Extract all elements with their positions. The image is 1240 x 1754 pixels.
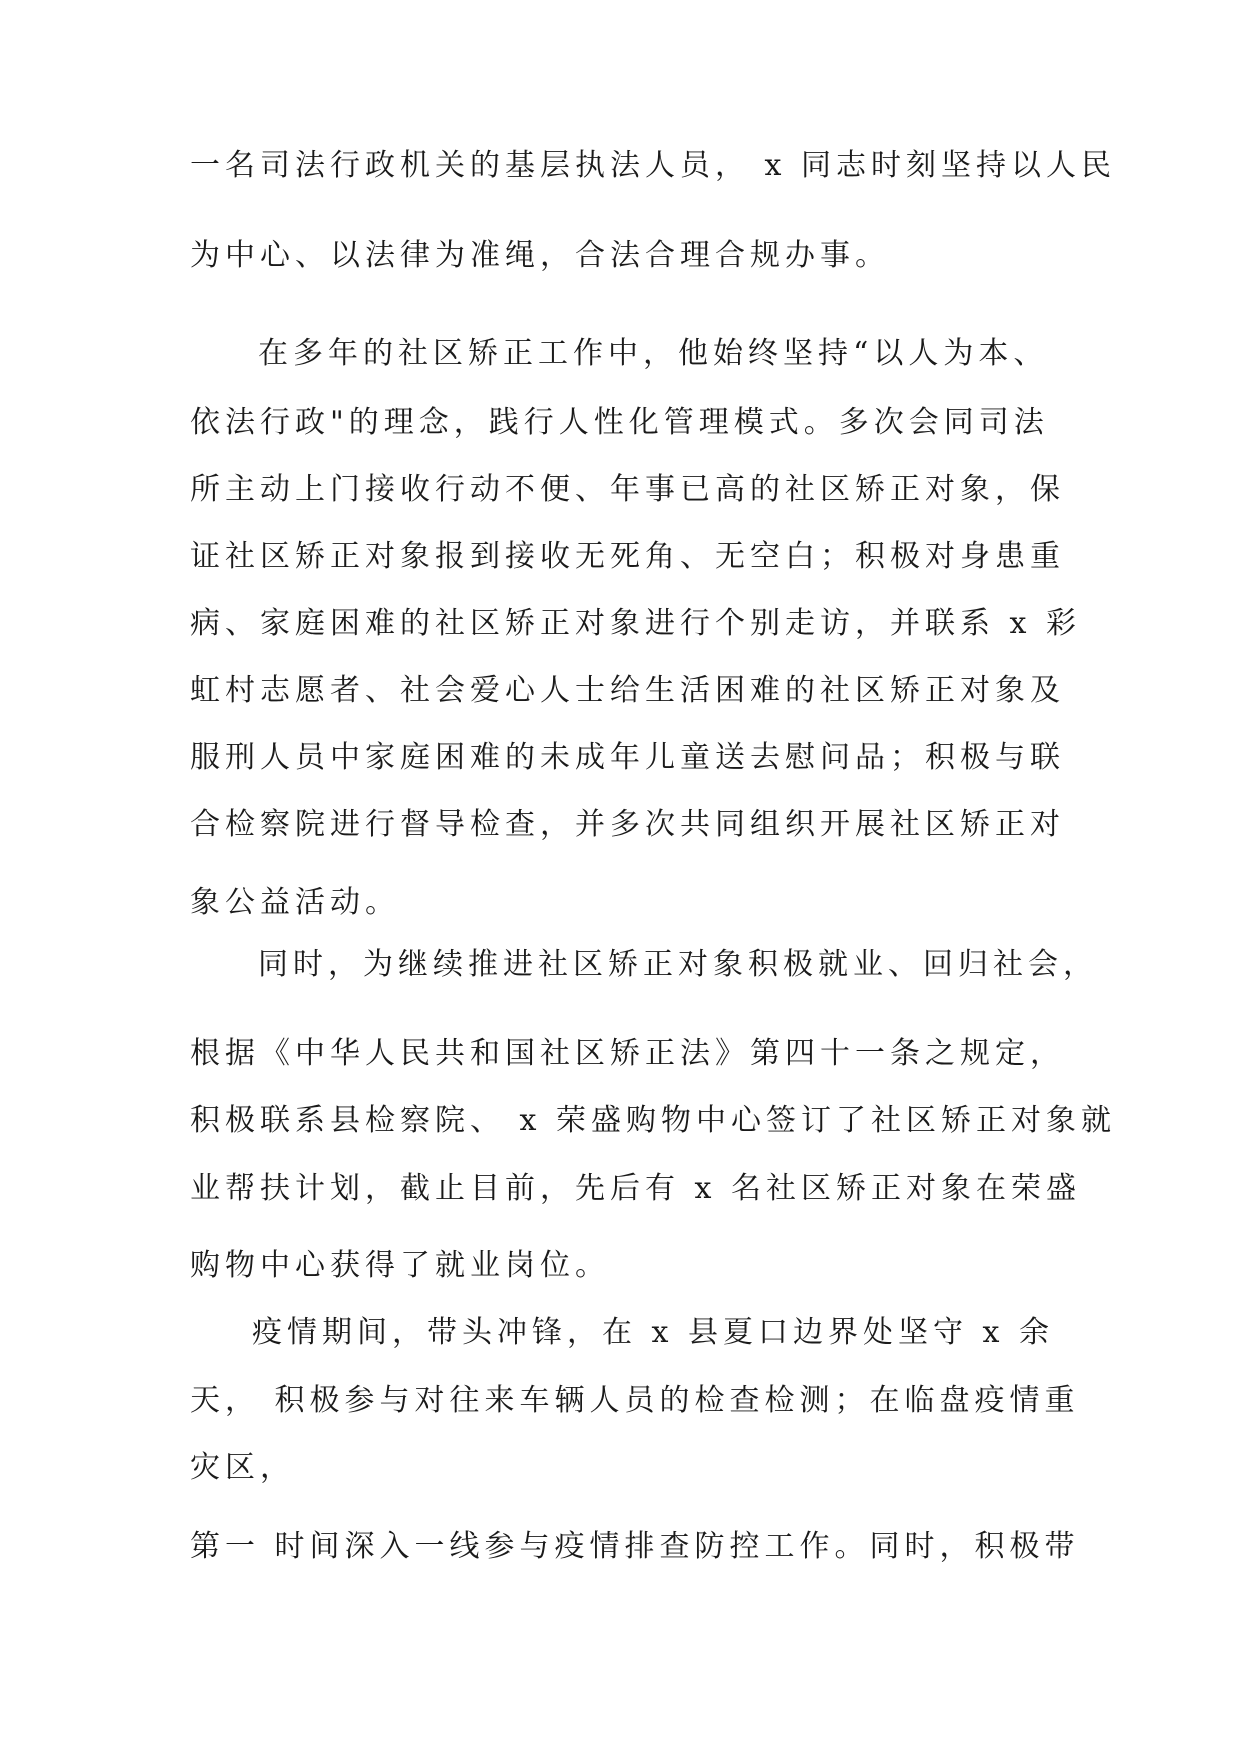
text-line-8: 虹村志愿者、社会爱心人士给生活困难的社区矫正对象及 bbox=[190, 673, 1065, 708]
text-line-10: 合检察院进行督导检查，并多次共同组织开展社区矫正对 bbox=[190, 807, 1065, 842]
text-line-20: 第一 时间深入一线参与疫情排查防控工作。同时，积极带 bbox=[190, 1529, 1080, 1564]
text-line-18: 天， 积极参与对往来车辆人员的检查检测；在临盘疫情重 bbox=[190, 1383, 1080, 1418]
text-line-9: 服刑人员中家庭困难的未成年儿童送去慰问品；积极与联 bbox=[190, 740, 1065, 775]
text-line-16: 购物中心获得了就业岗位。 bbox=[190, 1248, 610, 1283]
text-line-3: 在多年的社区矫正工作中，他始终坚持“以人为本、 bbox=[258, 336, 1049, 371]
text-line-5: 所主动上门接收行动不便、年事已高的社区矫正对象，保 bbox=[190, 472, 1065, 507]
text-line-11: 象公益活动。 bbox=[190, 885, 400, 920]
text-line-7: 病、家庭困难的社区矫正对象进行个别走访，并联系 x 彩 bbox=[190, 606, 1081, 641]
text-line-13: 根据《中华人民共和国社区矫正法》第四十一条之规定， bbox=[190, 1036, 1065, 1071]
text-line-17: 疫情期间，带头冲锋，在 x 县夏口边界处坚守 x 余 bbox=[252, 1315, 1054, 1350]
text-line-4: 依法行政"的理念，践行人性化管理模式。多次会同司法 bbox=[190, 405, 1049, 440]
text-line-6: 证社区矫正对象报到接收无死角、无空白；积极对身患重 bbox=[190, 539, 1065, 574]
text-line-19: 灾区， bbox=[190, 1450, 295, 1485]
text-line-2: 为中心、以法律为准绳，合法合理合规办事。 bbox=[190, 238, 890, 273]
text-line-1: 一名司法行政机关的基层执法人员， x 同志时刻坚持以人民 bbox=[190, 148, 1116, 183]
text-line-12: 同时，为继续推进社区矫正对象积极就业、回归社会， bbox=[258, 947, 1098, 982]
text-line-15: 业帮扶计划，截止目前，先后有 x 名社区矫正对象在荣盛 bbox=[190, 1171, 1081, 1206]
text-line-14: 积极联系县检察院、 x 荣盛购物中心签订了社区矫正对象就 bbox=[190, 1103, 1116, 1138]
